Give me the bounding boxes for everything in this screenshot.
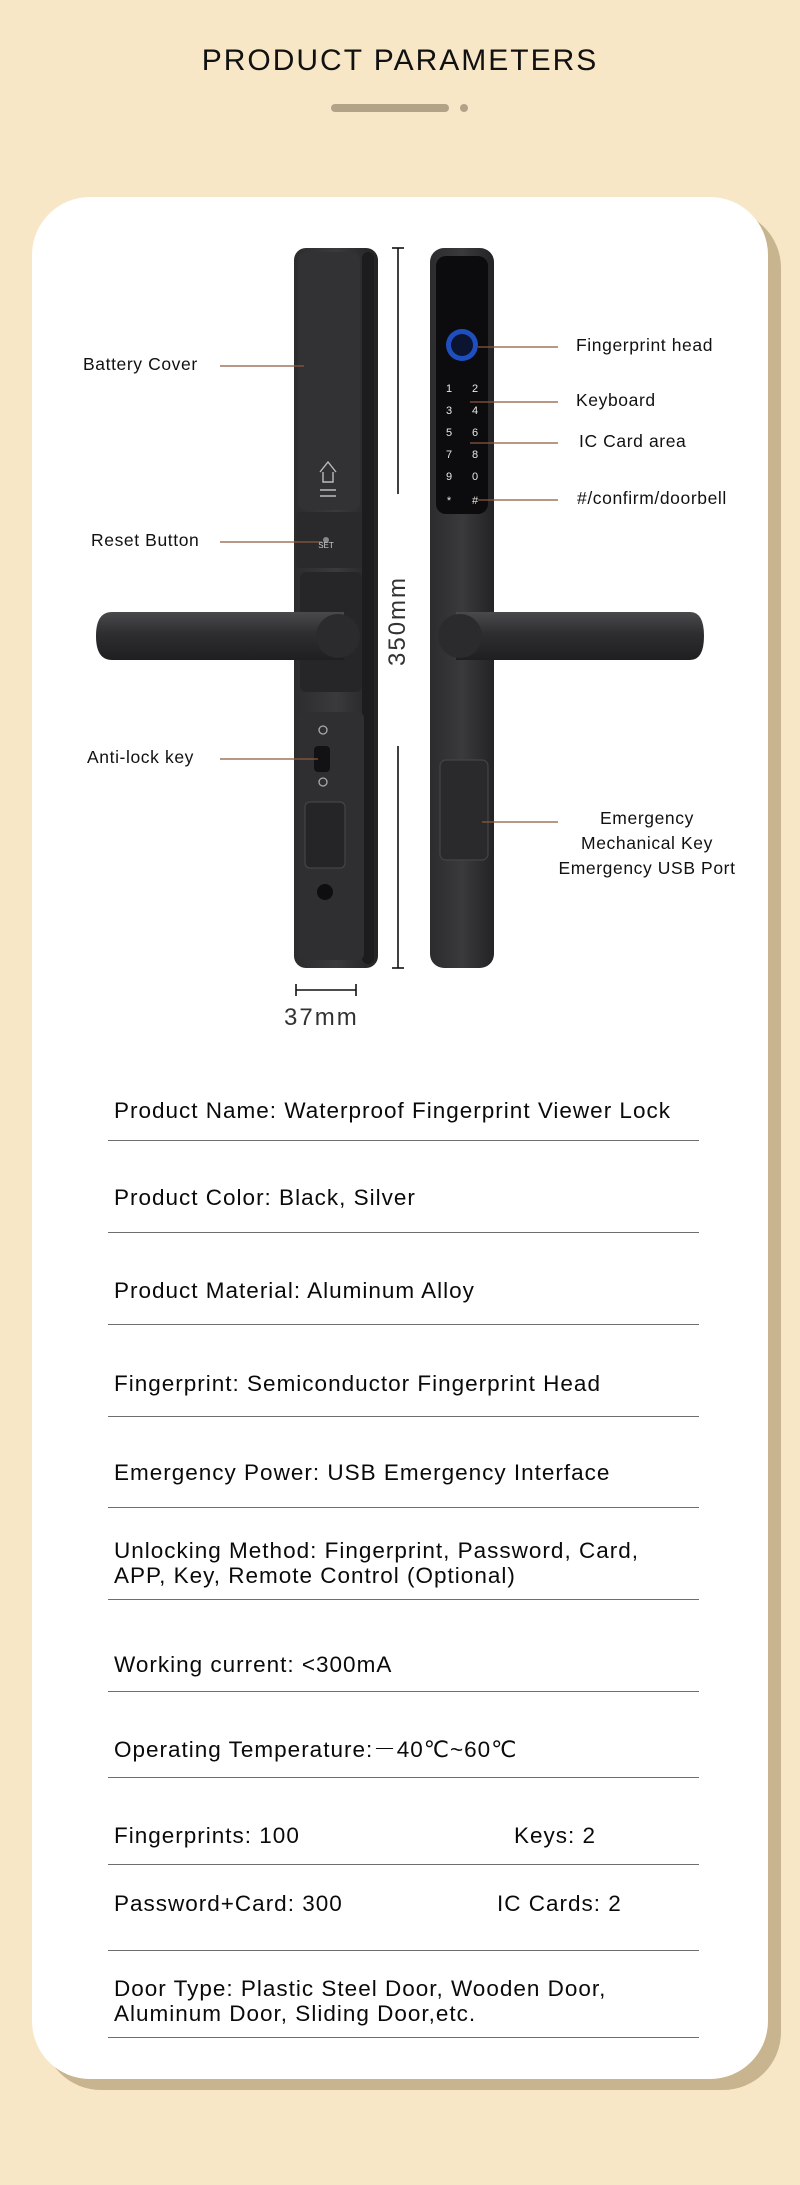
spec-door-type-line1: Door Type: Plastic Steel Door, Wooden Door, xyxy=(114,1976,607,2001)
spec-password-card: Password+Card: 300 xyxy=(114,1891,343,1916)
spec-divider xyxy=(108,2037,699,2038)
keypad-key: 6 xyxy=(471,427,479,439)
spec-unlocking-method-line2: APP, Key, Remote Control (Optional) xyxy=(114,1563,516,1588)
emergency-cover xyxy=(440,760,488,860)
label-emergency: Emergency Mechanical Key Emergency USB Port xyxy=(558,808,736,878)
spec-working-current: Working current: <300mA xyxy=(114,1652,393,1677)
fingerprint-sensor-icon xyxy=(451,334,473,356)
back-lock-handle xyxy=(96,612,360,660)
spec-unlocking-method-line1: Unlocking Method: Fingerprint, Password, Card, xyxy=(114,1538,639,1563)
keypad-key: 8 xyxy=(471,449,479,461)
spec-ic-cards: IC Cards: 2 xyxy=(497,1891,622,1916)
spec-divider xyxy=(108,1232,699,1233)
back-lock-body xyxy=(294,248,378,968)
spec-keys: Keys: 2 xyxy=(514,1823,597,1848)
spec-product-name: Product Name: Waterproof Fingerprint Viewer Lock xyxy=(114,1098,671,1123)
width-dimension: 37mm xyxy=(284,1004,359,1031)
keypad-key: 1 xyxy=(445,383,453,395)
lock-diagram xyxy=(0,0,800,1040)
keypad-key: 4 xyxy=(471,405,479,417)
back-cover-plate xyxy=(305,802,345,868)
keypad-panel xyxy=(436,256,488,514)
spec-divider xyxy=(108,1950,699,1951)
spec-divider xyxy=(108,1324,699,1325)
battery-cover-panel xyxy=(298,252,360,510)
spec-divider xyxy=(108,1416,699,1417)
keypad-key: * xyxy=(446,495,452,507)
front-lock-body xyxy=(430,248,494,968)
keypad-key: 2 xyxy=(471,383,479,395)
spec-divider xyxy=(108,1140,699,1141)
spec-product-material: Product Material: Aluminum Alloy xyxy=(114,1278,475,1303)
label-anti-lock-key: Anti-lock key xyxy=(87,747,194,767)
label-fingerprint-head: Fingerprint head xyxy=(576,335,714,355)
label-ic-card-area: IC Card area xyxy=(579,431,687,451)
height-dimension: 350mm xyxy=(384,575,411,666)
keypad-key: 5 xyxy=(445,427,453,439)
set-label: SET xyxy=(318,541,334,550)
keypad-key: # xyxy=(471,495,479,507)
spec-product-color: Product Color: Black, Silver xyxy=(114,1185,416,1210)
spec-divider xyxy=(108,1864,699,1865)
spec-divider xyxy=(108,1691,699,1692)
label-battery-cover: Battery Cover xyxy=(83,354,198,374)
keypad-key: 7 xyxy=(445,449,453,461)
label-reset-button: Reset Button xyxy=(91,530,200,550)
page-title: PRODUCT PARAMETERS xyxy=(201,44,599,77)
spec-emergency-power: Emergency Power: USB Emergency Interface xyxy=(114,1460,611,1485)
front-lock-handle xyxy=(438,612,704,660)
keypad-key: 3 xyxy=(445,405,453,417)
spec-fingerprints: Fingerprints: 100 xyxy=(114,1823,300,1848)
width-dimension-lines xyxy=(296,984,356,996)
spec-door-type-line2: Aluminum Door, Sliding Door,etc. xyxy=(114,2001,477,2026)
keyhole xyxy=(317,884,333,900)
spec-divider xyxy=(108,1777,699,1778)
spec-divider xyxy=(108,1599,699,1600)
label-confirm-doorbell: #/confirm/doorbell xyxy=(577,488,727,508)
spec-fingerprint: Fingerprint: Semiconductor Fingerprint Head xyxy=(114,1371,601,1396)
label-keyboard: Keyboard xyxy=(576,390,656,410)
spec-operating-temperature: Operating Temperature:－40℃~60℃ xyxy=(114,1737,518,1762)
keypad-key: 9 xyxy=(445,471,453,483)
spec-divider xyxy=(108,1507,699,1508)
keypad-key: 0 xyxy=(471,471,479,483)
